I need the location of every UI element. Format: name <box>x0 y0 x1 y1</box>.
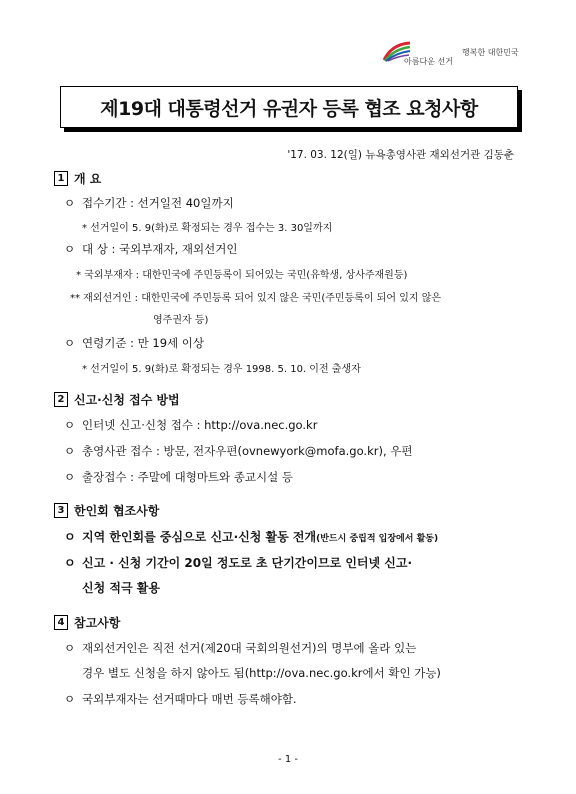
bullet: ㅇ <box>64 692 76 706</box>
page-number: - 1 - <box>278 754 298 765</box>
note-line: * 선거일이 5. 9(화)로 확정되는 경우 1998. 5. 10. 이전 출생자 <box>82 364 361 375</box>
item-continuation: 경우 별도 신청을 하지 않아도 됨(http://ova.nec.go.kr에서 확인 가능) <box>82 666 441 680</box>
section-number: 2 <box>54 392 68 407</box>
item-text: 연령기준 : 만 19세 이상 <box>82 336 205 350</box>
election-logo <box>380 40 530 74</box>
section-number: 4 <box>54 615 68 630</box>
section-3-heading <box>54 502 159 519</box>
bullet: ㅇ <box>64 556 76 570</box>
list-item <box>64 195 234 211</box>
section-1-heading <box>54 170 101 187</box>
bullet: ㅇ <box>64 641 76 655</box>
document-title: 제19대 대통령선거 유권자 등록 협조 요청사항 <box>100 97 478 120</box>
item-text: 총영사관 접수 : 방문, 전자우편(ovnewyork@mofa.go.kr), 우편 <box>82 444 413 458</box>
list-item <box>64 443 412 459</box>
section-title: 신고·신청 접수 방법 <box>74 393 180 407</box>
item-text: 재외선거인은 직전 선거(제20대 국회의원선거)의 명부에 올라 있는 <box>82 641 417 655</box>
bullet: ㅇ <box>64 444 76 458</box>
list-item <box>64 691 297 707</box>
section-2-heading <box>54 391 180 408</box>
section-4-heading <box>54 614 120 631</box>
section-number: 3 <box>54 503 68 518</box>
logo-slogan-right: 행복한 대한민국 <box>462 48 519 57</box>
title-box <box>60 86 518 128</box>
bullet: ㅇ <box>64 418 76 432</box>
list-item <box>64 417 317 433</box>
item-text: 접수기간 : 선거일전 40일까지 <box>82 196 234 210</box>
bullet: ㅇ <box>64 196 76 210</box>
note-line: ** 재외선거인 : 대한민국에 주민등록 되어 있지 않은 국민(주민등록이 되어 있지 않은 <box>70 293 442 304</box>
list-item <box>64 554 412 571</box>
bullet: ㅇ <box>64 530 76 544</box>
note-line: 영주권자 등) <box>153 315 209 326</box>
list-item <box>64 528 438 545</box>
section-title: 한인회 협조사항 <box>74 504 160 518</box>
note-line: * 국외부재자 : 대한민국에 주민등록이 되어있는 국민(유학생, 상사주재원등) <box>76 270 408 281</box>
list-item <box>64 640 416 656</box>
item-text: 대 상 : 국외부재자, 재외선거인 <box>82 242 238 256</box>
item-text: 인터넷 신고·신청 접수 : http://ova.nec.go.kr <box>82 418 318 432</box>
byline: '17. 03. 12(일) 뉴욕총영사관 재외선거관 김동춘 <box>287 149 514 161</box>
item-text: 신고 · 신청 기간이 20일 정도로 초 단기간이므로 인터넷 신고· <box>82 556 413 570</box>
section-number: 1 <box>54 171 68 186</box>
bullet: ㅇ <box>64 242 76 256</box>
list-item <box>64 335 204 351</box>
bullet: ㅇ <box>64 336 76 350</box>
item-note: (반드시 중립적 입장에서 활동) <box>316 534 439 544</box>
item-continuation: 신청 적극 활용 <box>82 581 160 595</box>
section-title: 개 요 <box>74 172 102 186</box>
note-line: * 선거일이 5. 9(화)로 확정되는 경우 접수는 3. 30일까지 <box>82 223 333 234</box>
logo-slogan-left: 아름다운 선거 <box>404 57 453 66</box>
section-title: 참고사항 <box>74 616 121 630</box>
list-item <box>64 241 237 257</box>
bullet: ㅇ <box>64 470 76 484</box>
list-item <box>64 469 293 485</box>
item-text: 출장접수 : 주말에 대형마트와 종교시설 등 <box>82 470 294 484</box>
item-text: 지역 한인회를 중심으로 신고·신청 활동 전개 <box>82 530 317 544</box>
item-text: 국외부재자는 선거때마다 매번 등록해야함. <box>82 692 297 706</box>
